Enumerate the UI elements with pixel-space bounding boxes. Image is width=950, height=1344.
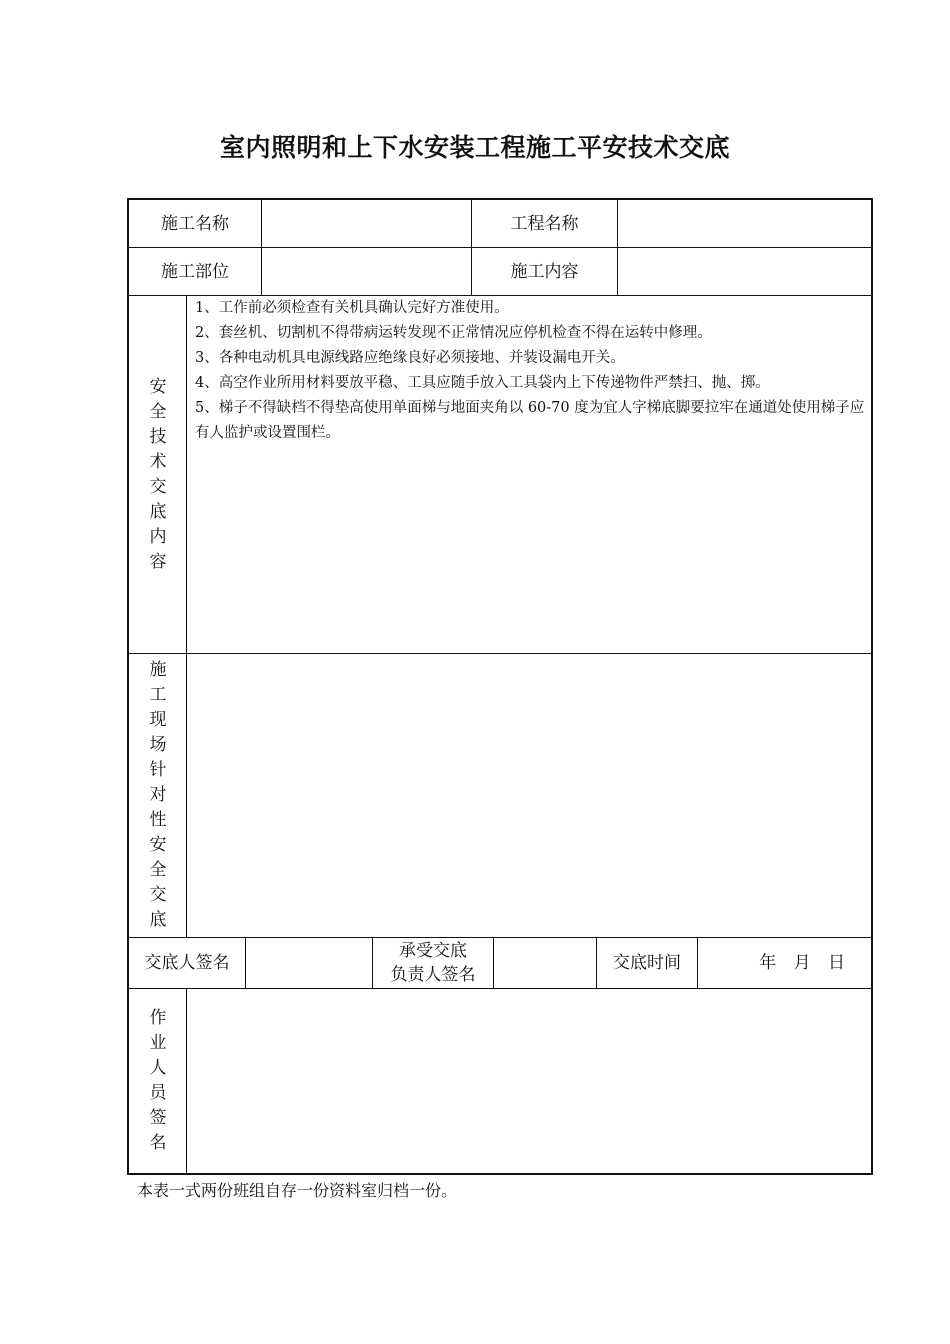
safety-item: 2、套丝机、切割机不得带病运转发现不正常情况应停机检查不得在运转中修理。 [195, 325, 712, 341]
safety-section-label: 安全技术交底内容 [149, 377, 167, 572]
site-section-label: 施工现场针对性安全交底 [149, 660, 167, 930]
footnote: 本表一式两份班组自存一份资料室归档一份。 [137, 1181, 458, 1200]
safety-item: 4、高空作业所用材料要放平稳、工具应随手放入工具袋内上下传递物件严禁扫、抛、掷。 [195, 375, 770, 391]
disclosure-time-field[interactable]: 年 月 日 [759, 953, 845, 973]
disclosure-form [127, 198, 873, 1175]
receiver-label-line2: 负责人签名 [390, 965, 476, 985]
disclosure-time-label: 交底时间 [613, 953, 681, 973]
construction-name-field[interactable] [262, 200, 471, 247]
row-divider [129, 653, 187, 654]
construction-content-field[interactable] [618, 248, 871, 295]
safety-item: 1、工作前必须检查有关机具确认完好方准使用。 [195, 300, 509, 316]
workers-section-label: 作业人员签名 [149, 1008, 167, 1153]
receiver-signature-label [373, 938, 493, 988]
document-title: 室内照明和上下水安装工程施工平安技术交底 [219, 133, 730, 162]
discloser-signature-label: 交底人签名 [144, 953, 230, 973]
safety-item: 3、各种电动机具电源线路应绝缘良好必须接地、并装设漏电开关。 [195, 350, 625, 366]
safety-content [195, 296, 871, 446]
workers-signature-field[interactable] [187, 989, 871, 1173]
site-section-field[interactable] [187, 654, 871, 937]
receiver-signature-field[interactable] [494, 938, 596, 988]
project-name-label: 工程名称 [510, 213, 579, 234]
construction-name-label: 施工名称 [161, 213, 229, 234]
safety-item: 5、梯子不得缺档不得垫高使用单面梯与地面夹角以 60-70 度为宜人字梯底脚要拉牢在通道处使用梯子应有人监护或设置围栏。 [195, 400, 865, 441]
discloser-signature-field[interactable] [246, 938, 372, 988]
construction-part-label: 施工部位 [161, 261, 229, 282]
receiver-label-line1: 承受交底 [399, 941, 467, 961]
construction-content-label: 施工内容 [510, 261, 579, 282]
project-name-field[interactable] [618, 200, 871, 247]
construction-part-field[interactable] [262, 248, 471, 295]
